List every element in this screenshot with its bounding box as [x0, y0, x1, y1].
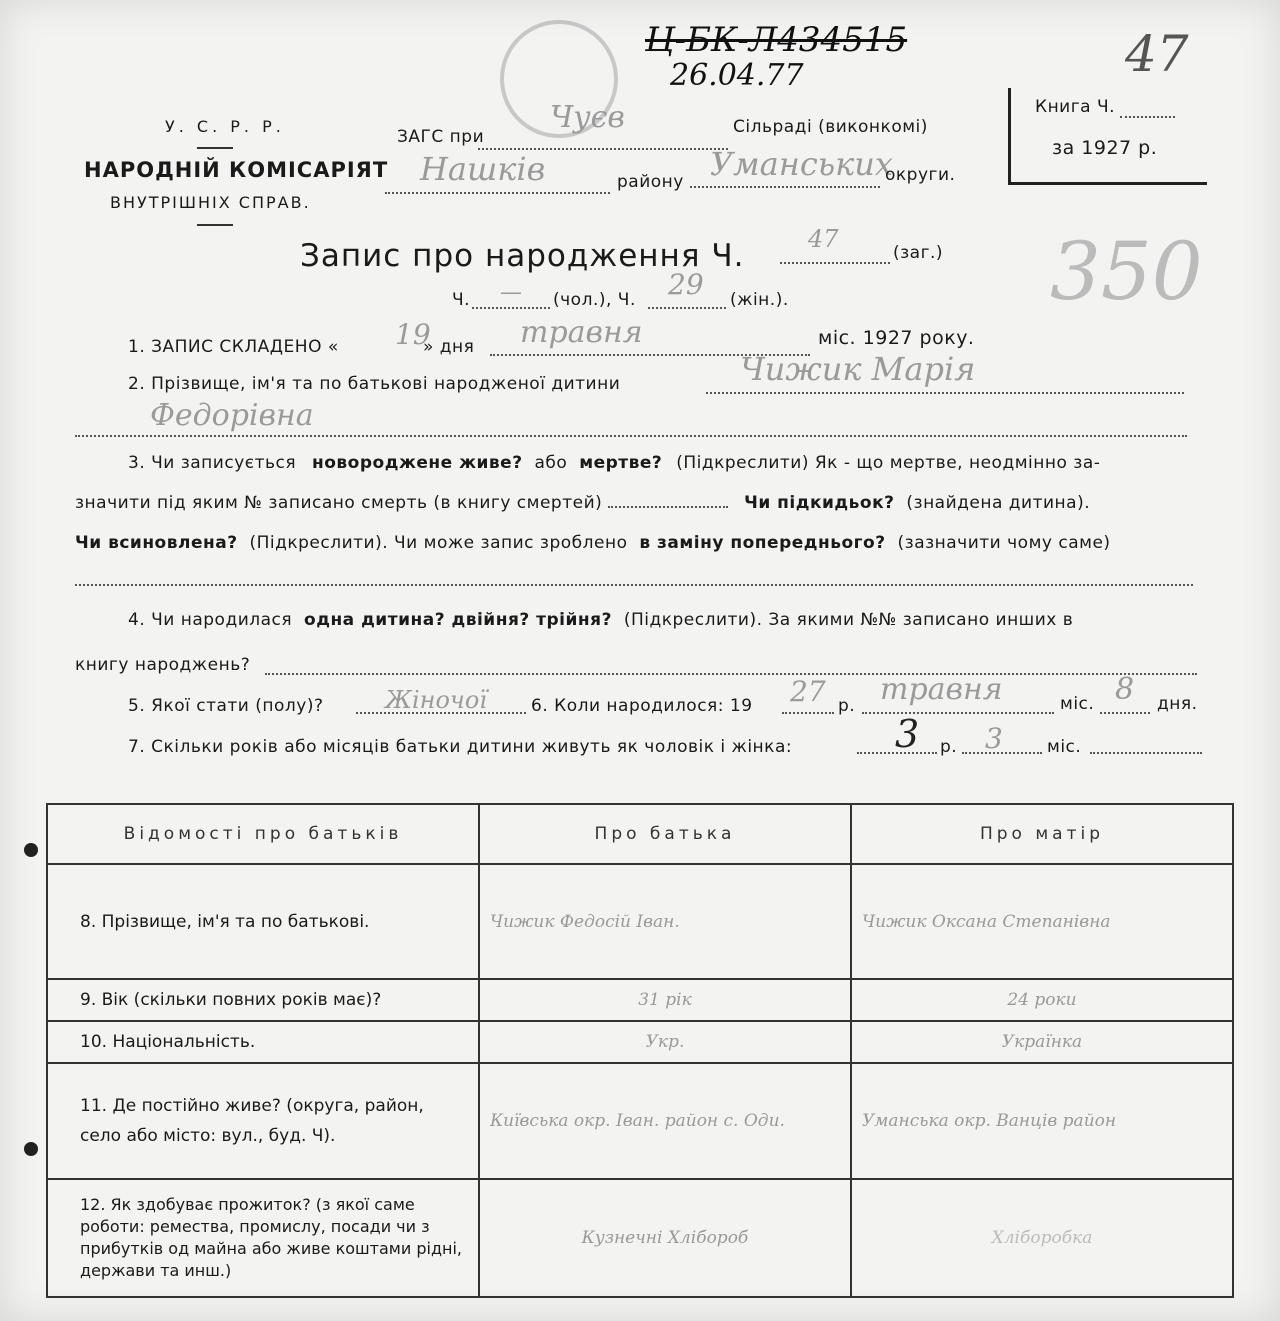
- field3-death-line: [608, 506, 728, 508]
- archive-big-number: 350: [1050, 225, 1203, 318]
- field1-day-suffix: » дня: [423, 337, 475, 357]
- header-divider-bottom: [197, 224, 233, 226]
- row8-father: Чижик Федосій Іван.: [479, 864, 851, 979]
- field3-found-note: (знайдена дитина).: [906, 493, 1091, 513]
- field7-years-handwritten: 3: [895, 712, 920, 756]
- field7-months-line: [962, 752, 1042, 754]
- field2-label: 2. Прізвище, ім'я та по батькові народженої дитини: [128, 374, 621, 394]
- field6-month-line: [862, 712, 1054, 714]
- male-count-value: —: [500, 280, 522, 305]
- row11-mother: Уманська окр. Ванців район: [851, 1063, 1233, 1179]
- row10-father: Укр.: [479, 1021, 851, 1063]
- field1-tail: міс. 1927 року.: [818, 327, 975, 349]
- book-label: Книга Ч.: [1035, 97, 1116, 117]
- okrug-label: округи.: [885, 165, 956, 185]
- field1-month-handwritten: травня: [520, 315, 643, 350]
- field2-patronymic-handwritten: Федорівна: [150, 398, 314, 433]
- field3-line1: [128, 453, 1100, 473]
- parents-table: [46, 803, 1234, 1298]
- punch-hole-top: [24, 843, 38, 857]
- table-header-row: [47, 804, 1233, 864]
- record-suffix: (заг.): [893, 243, 944, 263]
- district-line: [385, 192, 610, 194]
- col-header-father: Про батька: [479, 804, 851, 864]
- field4-line2: книгу народжень?: [75, 655, 251, 675]
- male-count-suffix: (чол.), Ч.: [553, 290, 636, 310]
- district-handwritten: Нашків: [420, 150, 546, 188]
- table-row: [47, 864, 1233, 979]
- field1-day-handwritten: 19: [395, 318, 431, 351]
- field7-tail-line: [1090, 752, 1202, 754]
- field6-r: р.: [838, 696, 856, 716]
- field3-adopted: Чи всиновлена?: [75, 533, 238, 553]
- zags-village-handwritten: Чуєв: [550, 100, 625, 135]
- row8-label: 8. Прізвище, ім'я та по батькові.: [47, 864, 479, 979]
- row9-label: 9. Вік (скільки повних років має)?: [47, 979, 479, 1021]
- field4-line1: [128, 610, 1073, 630]
- row8-mother: Чижик Оксана Степанівна: [851, 864, 1233, 979]
- field3-instruction: (Підкреслити) Як - що мертве, неодмінно за-: [676, 453, 1101, 473]
- field2-line1: [706, 392, 1184, 394]
- field5-label: 5. Якої стати (полу)?: [128, 696, 324, 716]
- field3-or: або: [534, 453, 568, 473]
- male-count-label: Ч.: [452, 290, 471, 310]
- field3-line3: [75, 533, 1111, 553]
- row9-father: 31 рік: [479, 979, 851, 1021]
- row12-father: Кузнечні Хлібороб: [479, 1179, 851, 1297]
- field3-q1: 3. Чи записується: [128, 453, 297, 473]
- field7-months-handwritten: 3: [985, 722, 1003, 755]
- field5-value-handwritten: Жіночої: [385, 686, 487, 714]
- row12-mother: Хліборобка: [851, 1179, 1233, 1297]
- field2-name-handwritten: Чижик Марія: [740, 350, 976, 388]
- field6-day-line: [1100, 712, 1150, 714]
- female-count-suffix: (жін.).: [730, 290, 789, 310]
- field3-death-record: значити під яким № записано смерть (в книгу смертей): [75, 493, 603, 513]
- field2-line2: [75, 435, 1187, 437]
- row12-label: 12. Як здобуває прожиток? (з якої саме роботи: ремества, промислу, посади чи з прибутків од майна або живе коштами рідні, держави та инш.): [47, 1179, 479, 1297]
- field3-answer-line: [75, 584, 1193, 586]
- field3-replace-q: (Підкреслити). Чи може запис зроблено: [249, 533, 628, 553]
- field3-dead: мертве?: [579, 453, 663, 473]
- field6-label: 6. Коли народилося: 19: [531, 696, 753, 716]
- female-count-line: [648, 307, 726, 309]
- field5-line: [356, 712, 526, 714]
- field6-month-handwritten: травня: [880, 672, 1003, 707]
- record-number-line: [780, 262, 890, 264]
- field4-others: (Підкреслити). За якими №№ записано инших в: [623, 610, 1074, 630]
- field4-q: 4. Чи народилася: [128, 610, 293, 630]
- field3-alive: новороджене живе?: [312, 453, 523, 473]
- field3-reason: (зазначити чому саме): [897, 533, 1111, 553]
- field6-day-handwritten: 8: [1115, 672, 1135, 707]
- record-number: 47: [808, 225, 839, 253]
- okrug-handwritten: Уманських: [710, 145, 893, 183]
- commissariat-title: НАРОДНІЙ КОМІСАРІЯТ: [84, 158, 389, 182]
- field1-label: 1. ЗАПИС СКЛАДЕНО «: [128, 337, 339, 357]
- punch-hole-bottom: [24, 1142, 38, 1156]
- field6-year-line: [782, 712, 834, 714]
- header-divider-top: [197, 147, 233, 149]
- field6-year-handwritten: 27: [790, 675, 826, 708]
- book-year: за 1927 р.: [1052, 137, 1158, 159]
- department-label: ВНУТРІШНІХ СПРАВ.: [110, 193, 311, 212]
- republic-label: У. С. Р. Р.: [165, 117, 285, 136]
- table-row: [47, 979, 1233, 1021]
- table-row: [47, 1063, 1233, 1179]
- row10-mother: Українка: [851, 1021, 1233, 1063]
- table-row: [47, 1021, 1233, 1063]
- zags-suffix: Сільраді (виконкомі): [733, 117, 928, 137]
- col-header-mother: Про матір: [851, 804, 1233, 864]
- field3-replacement: в заміну попереднього?: [639, 533, 886, 553]
- archive-ref-date: 26.04.77: [670, 58, 804, 93]
- field7-label: 7. Скільки років або місяців батьки дитини живуть як чоловік і жінка:: [128, 737, 793, 757]
- field3-foundling: Чи підкидьок?: [744, 493, 895, 513]
- col-header-info: Відомості про батьків: [47, 804, 479, 864]
- male-count-line: [472, 307, 550, 309]
- field3-line2: [75, 493, 1090, 513]
- archive-ref-code: Ц-БК-Л434515: [645, 20, 908, 60]
- female-count-value: 29: [668, 268, 704, 301]
- field4-options: одна дитина? двійня? трійня?: [304, 610, 612, 630]
- table-row: [47, 1179, 1233, 1297]
- field6-dnia: дня.: [1157, 694, 1198, 714]
- field6-mis: міс.: [1060, 694, 1095, 714]
- row11-father: Київська окр. Іван. район с. Оди.: [479, 1063, 851, 1179]
- field4-answer-line: [265, 673, 1197, 675]
- field7-years-line: [857, 752, 937, 754]
- district-label: району: [617, 172, 684, 192]
- field7-r: р.: [940, 737, 958, 757]
- record-title: Запис про народження Ч.: [300, 238, 745, 274]
- field7-mis: міс.: [1047, 737, 1082, 757]
- zags-prefix: ЗАГС при: [397, 127, 485, 147]
- okrug-line: [690, 186, 880, 188]
- archive-page-number: 47: [1125, 25, 1189, 83]
- row10-label: 10. Національність.: [47, 1021, 479, 1063]
- row9-mother: 24 роки: [851, 979, 1233, 1021]
- row11-label: 11. Де постійно живе? (округа, район, село або місто: вул., буд. Ч).: [47, 1063, 479, 1179]
- book-number-line: [1120, 116, 1175, 118]
